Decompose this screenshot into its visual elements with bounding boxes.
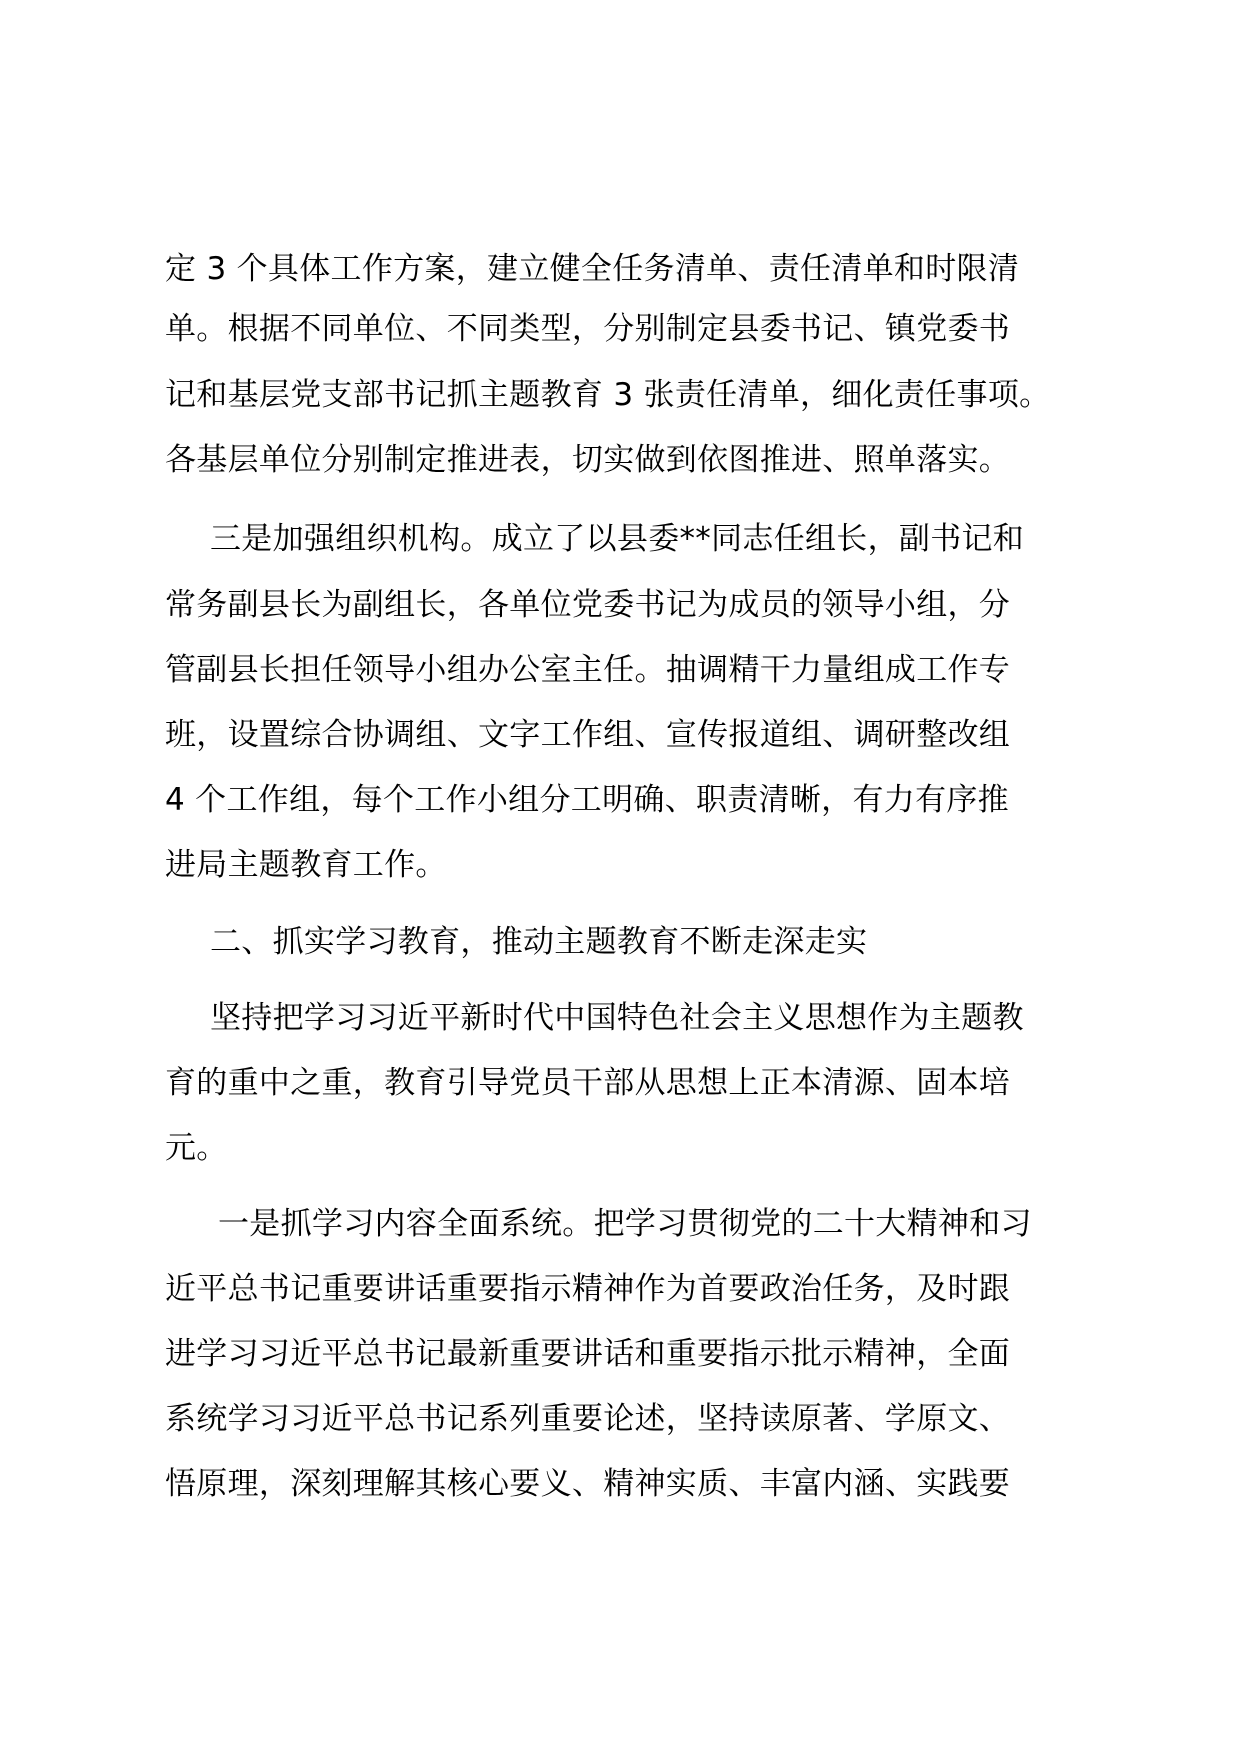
text-line: 育的重中之重，教育引导党员干部从思想上正本清源、固本培	[165, 1065, 1011, 1101]
text-line: 系统学习习近平总书记系列重要论述，坚持读原著、学原文、	[165, 1401, 1011, 1437]
text-line: 三是加强组织机构。成立了以县委**同志任组长，副书记和	[210, 521, 1025, 557]
text-line: 一是抓学习内容全面系统。把学习贯彻党的二十大精神和习	[218, 1206, 1032, 1242]
text-line: 进学习习近平总书记最新重要讲话和重要指示批示精神，全面	[165, 1336, 1011, 1372]
text-line: 记和基层党支部书记抓主题教育 3 张责任清单，细化责任事项。	[165, 377, 1051, 413]
text-line: 坚持把学习习近平新时代中国特色社会主义思想作为主题教	[210, 1000, 1024, 1036]
text-line: 常务副县长为副组长，各单位党委书记为成员的领导小组，分	[165, 587, 1011, 623]
text-line: 元。	[165, 1130, 228, 1166]
section-heading: 二、抓实学习教育，推动主题教育不断走深走实	[210, 924, 868, 960]
text-line: 单。根据不同单位、不同类型，分别制定县委书记、镇党委书	[165, 311, 1011, 347]
text-line: 定 3 个具体工作方案，建立健全任务清单、责任清单和时限清	[165, 251, 1020, 287]
text-line: 各基层单位分别制定推进表，切实做到依图推进、照单落实。	[165, 442, 1011, 478]
text-line: 4 个工作组，每个工作小组分工明确、职责清晰，有力有序推	[165, 782, 1009, 818]
text-line: 悟原理，深刻理解其核心要义、精神实质、丰富内涵、实践要	[165, 1466, 1011, 1502]
text-line: 管副县长担任领导小组办公室主任。抽调精干力量组成工作专	[165, 652, 1011, 688]
text-line: 近平总书记重要讲话重要指示精神作为首要政治任务，及时跟	[165, 1271, 1011, 1307]
text-line: 进局主题教育工作。	[165, 847, 447, 883]
text-line: 班，设置综合协调组、文字工作组、宣传报道组、调研整改组	[165, 717, 1011, 753]
